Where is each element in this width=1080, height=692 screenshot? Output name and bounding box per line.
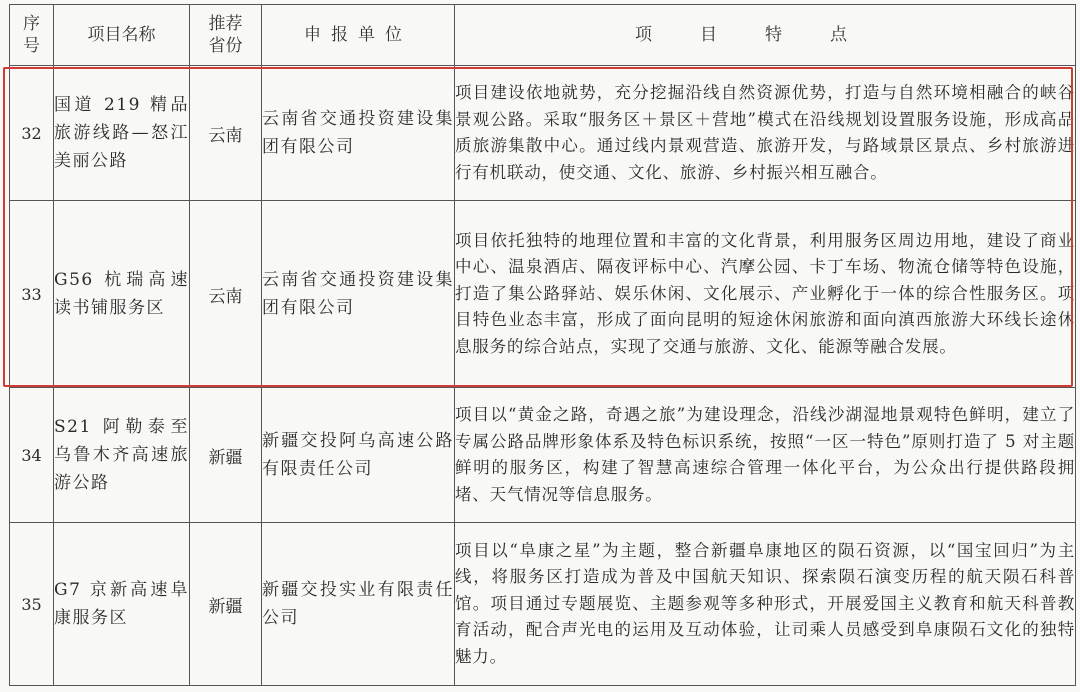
row-province: 新疆 [190,388,262,523]
header-features-text: 项目特点 [635,25,895,45]
header-no [10,5,54,66]
row-features: 项目以“阜康之星”为主题，整合新疆阜康地区的陨石资源，以“国宝回归”为主线，将服务区打造成为普及中国航天知识、探索陨石演变历程的航天陨石科普馆。项目通过专题展览、主题参观等多种形式，开展爱国主义教育和航天科普教育活动，配合声光电的运用及互动体验，让司乘人员感受到阜康陨石文化的独特魅力。 [455,523,1076,686]
row-features: 项目建设依地就势，充分挖掘沿线自然资源优势，打造与自然环境相融合的峡谷景观公路。采取“服务区＋景区＋营地”模式在沿线规划设置服务设施，形成高品质旅游集散中心。通过线内景观营造、旅游开发，与路域景区景点、乡村旅游进行有机联动，使交通、文化、旅游、乡村振兴相互融合。 [455,66,1076,201]
row-no: 34 [10,388,54,523]
header-unit [262,5,455,66]
row-features: 项目依托独特的地理位置和丰富的文化背景，利用服务区周边用地，建设了商业中心、温泉酒店、隔夜评标中心、汽摩公园、卡丁车场、物流仓储等特色设施，打造了集公路驿站、娱乐休闲、文化展示、产业孵化于一体的综合性服务区。项目特色业态丰富，形成了面向昆明的短途休闲旅游和面向滇西旅游大环线长途休息服务的综合站点，实现了交通与旅游、文化、能源等融合发展。 [455,201,1076,388]
header-unit-text: 申报单位 [304,25,412,45]
row-project-name: S21 阿勒泰至乌鲁木齐高速旅游公路 [54,388,190,523]
row-province: 新疆 [190,523,262,686]
header-name [54,5,190,66]
row-applicant-unit: 新疆交投阿乌高速公路有限责任公司 [262,388,455,523]
row-no: 32 [10,66,54,201]
row-no: 35 [10,523,54,686]
row-project-name: G7 京新高速阜康服务区 [54,523,190,686]
header-row [10,5,1076,66]
header-features [455,5,1076,66]
row-applicant-unit: 云南省交通投资建设集团有限公司 [262,201,455,388]
row-features: 项目以“黄金之路，奇遇之旅”为建设理念，沿线沙湖湿地景观特色鲜明，建立了专属公路品牌形象体系及特色标识系统，按照“一区一特色”原则打造了 5 对主题鲜明的服务区，构建了智慧高速综合管理一体化平台，为公众出行提供路段拥堵、天气情况等信息服务。 [455,388,1076,523]
row-applicant-unit: 新疆交投实业有限责任公司 [262,523,455,686]
header-province-text: 推荐省份 [208,14,243,56]
table-row [10,201,1076,388]
header-province [190,5,262,66]
header-no-text: 序号 [23,14,40,56]
row-province: 云南 [190,201,262,388]
header-name-text: 项目名称 [87,25,156,45]
row-province: 云南 [190,66,262,201]
row-project-name: G56 杭瑞高速读书铺服务区 [54,201,190,388]
table-row [10,388,1076,523]
table-row [10,66,1076,201]
row-project-name: 国道 219 精品旅游线路—怒江美丽公路 [54,66,190,201]
row-no: 33 [10,201,54,388]
table-row [10,523,1076,686]
row-applicant-unit: 云南省交通投资建设集团有限公司 [262,66,455,201]
projects-table [9,4,1076,686]
